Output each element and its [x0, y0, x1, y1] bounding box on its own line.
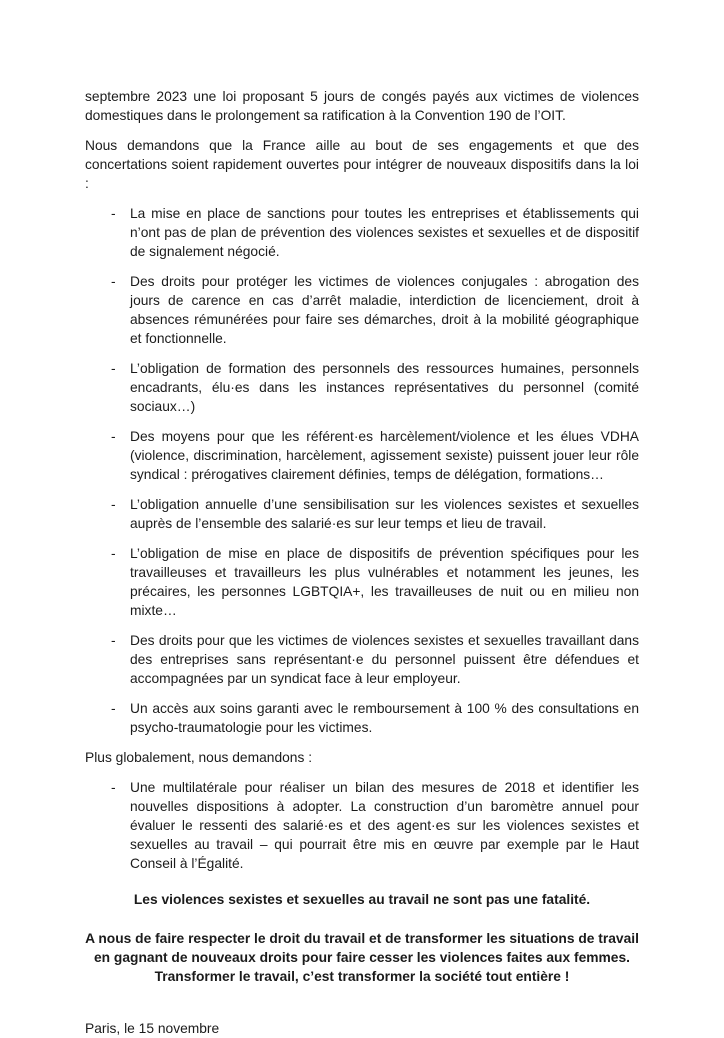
list-item — [85, 631, 639, 688]
list-item — [85, 272, 639, 348]
list-item — [85, 204, 639, 261]
bold-statement-call-to-action — [85, 929, 639, 986]
bullet-marker: - — [111, 633, 116, 648]
list-item — [85, 544, 639, 620]
statement-line: A nous de faire respecter le droit du travail et de transformer les situations de travail en gagnant de nouveaux droits pour faire cesser les violences faites aux femmes. — [85, 931, 639, 965]
global-demands-list — [85, 778, 639, 873]
list-item — [85, 495, 639, 533]
bullet-marker: - — [111, 497, 116, 512]
list-item-text: Un accès aux soins garanti avec le remboursement à 100 % des consultations en psycho-traumatologie pour les victimes. — [130, 701, 639, 735]
bullet-marker: - — [111, 429, 116, 444]
demands-list — [85, 204, 639, 737]
list-item-text: Des moyens pour que les référent·es harcèlement/violence et les élues VDHA (violence, discrimination, harcèlement, agissement sexiste) puissent jouer leur rôle syndical : prérogatives clairement définies, temps de délégation, formations… — [130, 429, 639, 482]
bullet-marker: - — [111, 780, 116, 795]
statement-line: Transformer le travail, c’est transformer la société tout entière ! — [154, 969, 570, 984]
bold-statement-fatality: Les violences sexistes et sexuelles au travail ne sont pas une fatalité. — [133, 892, 591, 907]
list-item — [85, 359, 639, 416]
list-item — [85, 778, 639, 873]
signoff-date: Paris, le 15 novembre — [85, 1021, 220, 1036]
list-item-text: L’obligation de formation des personnels des ressources humaines, personnels encadrants, élu·es dans les instances représentatives du personnel (comité sociaux…) — [130, 361, 639, 414]
list-item-text: Des droits pour protéger les victimes de violences conjugales : abrogation des jours de carence en cas d’arrêt maladie, interdiction de licenciement, droit à absences rémunérées pour faire ses démarches, droit à la mobilité géographique et fonctionnelle. — [130, 274, 639, 346]
list-item — [85, 699, 639, 737]
bullet-marker: - — [111, 206, 116, 221]
list-item-text: Une multilatérale pour réaliser un bilan des mesures de 2018 et identifier les nouvelles dispositions à adopter. La construction d’un baromètre annuel pour évaluer le ressenti des salarié·es et des agent·es sur les violences sexistes et sexuelles au travail – qui pourrait être mis en œuvre par exemple par le Haut Conseil à l’Égalité. — [130, 780, 639, 871]
bullet-marker: - — [111, 361, 116, 376]
list-item-text: L’obligation annuelle d’une sensibilisation sur les violences sexistes et sexuelles auprès de l’ensemble des salarié·es sur leur temps et lieu de travail. — [130, 497, 639, 531]
list-item — [85, 427, 639, 484]
intro-paragraph-1: septembre 2023 une loi proposant 5 jours de congés payés aux victimes de violences domestiques dans le prolongement sa ratification à la Convention 190 de l’OIT. — [85, 89, 639, 123]
bullet-marker: - — [111, 274, 116, 289]
intro-paragraph-2: Nous demandons que la France aille au bout de ses engagements et que des concertations soient rapidement ouvertes pour intégrer de nouveaux dispositifs dans la loi : — [85, 138, 639, 191]
list-item-text: La mise en place de sanctions pour toutes les entreprises et établissements qui n’ont pas de plan de prévention des violences sexistes et sexuelles et de dispositif de signalement négocié. — [130, 206, 639, 259]
transition-paragraph: Plus globalement, nous demandons : — [85, 750, 313, 765]
list-item-text: L’obligation de mise en place de dispositifs de prévention spécifiques pour les travailleuses et travailleurs les plus vulnérables et notamment les jeunes, les précaires, les personnes LGBTQIA+, les travailleuses de nuit ou en milieu non mixte… — [130, 546, 639, 618]
list-item-text: Des droits pour que les victimes de violences sexistes et sexuelles travaillant dans des entreprises sans représentant·e du personnel puissent être défendues et accompagnées par un syndicat face à leur employeur. — [130, 633, 639, 686]
bullet-marker: - — [111, 546, 116, 561]
bullet-marker: - — [111, 701, 116, 716]
